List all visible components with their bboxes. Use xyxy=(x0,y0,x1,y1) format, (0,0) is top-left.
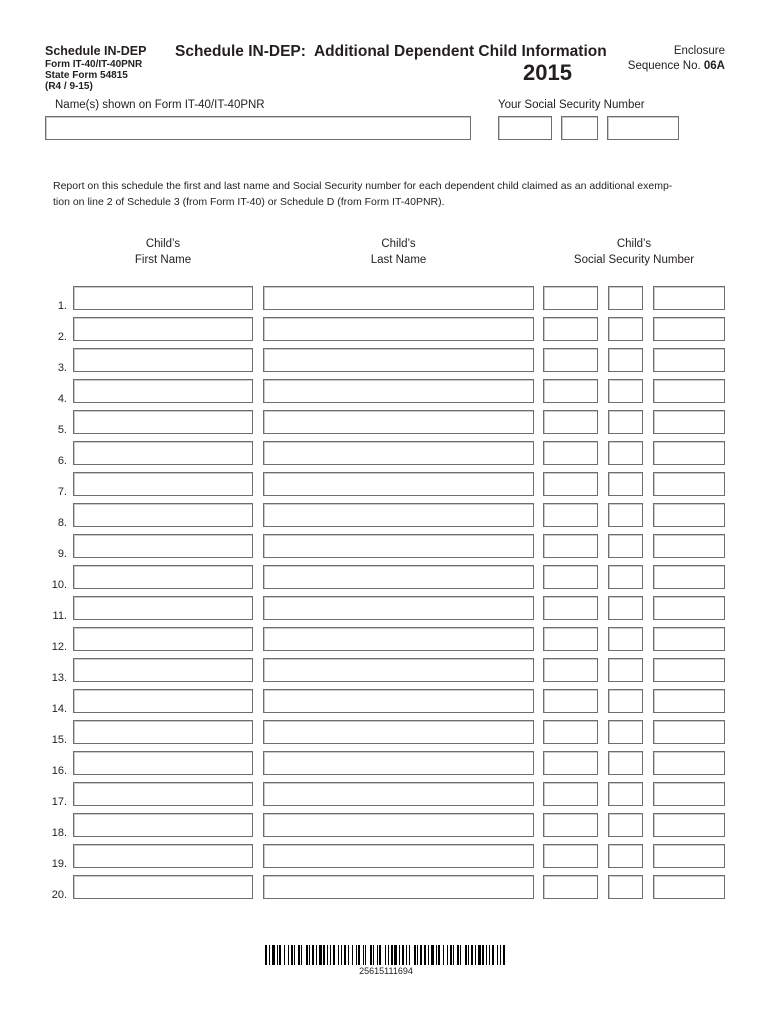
child-ssn-serial-field[interactable] xyxy=(653,627,725,651)
row-number: 18. xyxy=(51,827,67,839)
child-ssn-area-field[interactable] xyxy=(543,565,598,589)
taxpayer-ssn-serial[interactable] xyxy=(607,116,679,140)
barcode-bar xyxy=(402,945,404,965)
barcode-bar xyxy=(450,945,452,965)
barcode-bar xyxy=(385,945,386,965)
barcode-bar xyxy=(379,945,381,965)
child-ssn-serial-field[interactable] xyxy=(653,875,725,899)
barcode-bar xyxy=(316,945,317,965)
row-number: 11. xyxy=(52,610,67,622)
child-first-name-field[interactable] xyxy=(73,286,253,310)
barcode-bar xyxy=(309,945,310,965)
instructions-line-2: tion on line 2 of Schedule 3 (from Form IT-40) or Schedule D (from Form IT-40PNR). xyxy=(53,196,445,208)
column-last-name: Child’s Last Name xyxy=(370,238,427,266)
row-number: 1. xyxy=(57,300,67,312)
barcode-bar xyxy=(500,945,501,965)
child-ssn-group-field[interactable] xyxy=(608,844,643,868)
row-number: 14. xyxy=(51,703,67,715)
child-ssn-area-field[interactable] xyxy=(543,286,598,310)
barcode-bar xyxy=(348,945,349,965)
child-first-name-field[interactable] xyxy=(73,472,253,496)
child-ssn-serial-field[interactable] xyxy=(653,348,725,372)
barcode-bar xyxy=(269,945,270,965)
barcode-bar xyxy=(288,945,289,965)
barcode-bar xyxy=(377,945,378,965)
tax-year: 2015 xyxy=(523,60,572,85)
child-ssn-group-field[interactable] xyxy=(608,875,643,899)
child-last-name-field[interactable] xyxy=(263,751,534,775)
child-first-name-field[interactable] xyxy=(73,720,253,744)
child-last-name-field[interactable] xyxy=(263,875,534,899)
child-ssn-serial-field[interactable] xyxy=(653,503,725,527)
column-first-name: Child’s First Name xyxy=(134,238,192,266)
child-ssn-serial-field[interactable] xyxy=(653,286,725,310)
sequence-prefix: Sequence No. xyxy=(627,60,701,72)
child-ssn-group-field[interactable] xyxy=(608,472,643,496)
child-ssn-serial-field[interactable] xyxy=(653,317,725,341)
child-ssn-area-field[interactable] xyxy=(543,627,598,651)
child-last-name-field[interactable] xyxy=(263,286,534,310)
barcode-bar xyxy=(356,945,357,965)
barcode-bar xyxy=(399,945,400,965)
child-last-name-field[interactable] xyxy=(263,844,534,868)
child-last-name-field[interactable] xyxy=(263,782,534,806)
barcode-bar xyxy=(409,945,410,965)
sequence-number: 06A xyxy=(703,60,725,72)
taxpayer-ssn-area[interactable] xyxy=(498,116,552,140)
barcode-bar xyxy=(370,945,372,965)
child-ssn-serial-field[interactable] xyxy=(653,565,725,589)
child-ssn-serial-field[interactable] xyxy=(653,596,725,620)
child-ssn-area-field[interactable] xyxy=(543,596,598,620)
child-ssn-area-field[interactable] xyxy=(543,813,598,837)
child-ssn-area-field[interactable] xyxy=(543,689,598,713)
barcode-bar xyxy=(471,945,473,965)
child-ssn-group-field[interactable] xyxy=(608,658,643,682)
barcode-bar xyxy=(272,945,275,965)
barcode-bar xyxy=(333,945,335,965)
barcode-bar xyxy=(344,945,346,965)
barcode-bar xyxy=(438,945,440,965)
child-ssn-group-field[interactable] xyxy=(608,751,643,775)
child-ssn-group-field[interactable] xyxy=(608,565,643,589)
barcode-bar xyxy=(478,945,481,965)
child-first-name-field[interactable] xyxy=(73,379,253,403)
child-first-name-field[interactable] xyxy=(73,813,253,837)
barcode-bar xyxy=(265,945,267,965)
names-label: Name(s) shown on Form IT-40/IT-40PNR xyxy=(55,99,265,111)
child-ssn-area-field[interactable] xyxy=(543,317,598,341)
row-number: 13. xyxy=(51,672,67,684)
taxpayer-ssn-group[interactable] xyxy=(561,116,598,140)
barcode-bar xyxy=(443,945,444,965)
child-ssn-serial-field[interactable] xyxy=(653,379,725,403)
barcode-bar xyxy=(468,945,469,965)
barcode-bar xyxy=(363,945,364,965)
barcode-bar xyxy=(365,945,366,965)
row-number: 3. xyxy=(57,362,67,374)
child-ssn-serial-field[interactable] xyxy=(653,534,725,558)
barcode-number: 25615111694 xyxy=(359,966,413,976)
barcode-bar xyxy=(338,945,339,965)
child-ssn-group-field[interactable] xyxy=(608,689,643,713)
barcode-bar xyxy=(457,945,459,965)
child-ssn-serial-field[interactable] xyxy=(653,751,725,775)
row-number: 17. xyxy=(51,796,67,808)
child-ssn-area-field[interactable] xyxy=(543,410,598,434)
child-first-name-field[interactable] xyxy=(73,534,253,558)
barcode-bar xyxy=(465,945,467,965)
barcode-bar xyxy=(323,945,325,965)
barcode-bar xyxy=(486,945,487,965)
child-ssn-area-field[interactable] xyxy=(543,348,598,372)
child-ssn-serial-field[interactable] xyxy=(653,472,725,496)
child-ssn-group-field[interactable] xyxy=(608,317,643,341)
barcode-bar xyxy=(327,945,328,965)
row-number: 7. xyxy=(57,486,67,498)
child-ssn-area-field[interactable] xyxy=(543,782,598,806)
child-first-name-field[interactable] xyxy=(73,658,253,682)
instructions xyxy=(53,178,672,210)
child-last-name-field[interactable] xyxy=(263,441,534,465)
barcode-bar xyxy=(414,945,416,965)
row-number: 6. xyxy=(57,455,67,467)
child-ssn-area-field[interactable] xyxy=(543,379,598,403)
child-ssn-serial-field[interactable] xyxy=(653,441,725,465)
child-last-name-field[interactable] xyxy=(263,410,534,434)
state-form-number: State Form 54815 xyxy=(45,70,128,81)
barcode-bar xyxy=(330,945,331,965)
barcode-bar xyxy=(424,945,426,965)
child-first-name-field[interactable] xyxy=(73,751,253,775)
enclosure-block xyxy=(600,44,725,74)
child-ssn-group-field[interactable] xyxy=(608,596,643,620)
child-ssn-group-field[interactable] xyxy=(608,813,643,837)
child-first-name-field[interactable] xyxy=(73,875,253,899)
taxpayer-name-field[interactable] xyxy=(45,116,471,140)
barcode-bar xyxy=(298,945,300,965)
barcode-bar xyxy=(431,945,434,965)
child-ssn-serial-field[interactable] xyxy=(653,689,725,713)
child-last-name-field[interactable] xyxy=(263,503,534,527)
child-ssn-area-field[interactable] xyxy=(543,844,598,868)
barcode-bar xyxy=(436,945,437,965)
row-number: 10. xyxy=(51,579,67,591)
barcode-bar xyxy=(373,945,374,965)
page-title: Schedule IN-DEP: Additional Dependent Child Information xyxy=(175,43,607,60)
child-ssn-serial-field[interactable] xyxy=(653,720,725,744)
child-ssn-group-field[interactable] xyxy=(608,503,643,527)
barcode-image xyxy=(265,945,507,965)
child-ssn-group-field[interactable] xyxy=(608,441,643,465)
revision-date: (R4 / 9-15) xyxy=(45,81,93,92)
barcode-bar xyxy=(417,945,418,965)
child-first-name-field[interactable] xyxy=(73,689,253,713)
child-last-name-field[interactable] xyxy=(263,348,534,372)
row-number: 20. xyxy=(51,889,67,901)
sequence-line xyxy=(600,59,725,74)
form-line: Form IT-40/IT-40PNR xyxy=(45,59,143,70)
barcode-bar xyxy=(503,945,505,965)
child-ssn-group-field[interactable] xyxy=(608,348,643,372)
row-number: 8. xyxy=(57,517,67,529)
child-ssn-area-field[interactable] xyxy=(543,441,598,465)
child-ssn-area-field[interactable] xyxy=(543,751,598,775)
barcode-bar xyxy=(291,945,293,965)
child-ssn-area-field[interactable] xyxy=(543,472,598,496)
row-number: 16. xyxy=(51,765,67,777)
barcode-bar xyxy=(277,945,278,965)
barcode-bar xyxy=(358,945,360,965)
row-number: 5. xyxy=(57,424,67,436)
child-first-name-field[interactable] xyxy=(73,348,253,372)
child-ssn-group-field[interactable] xyxy=(608,627,643,651)
barcode-bar xyxy=(341,945,342,965)
child-ssn-group-field[interactable] xyxy=(608,379,643,403)
barcode-bar xyxy=(306,945,308,965)
barcode-bar xyxy=(391,945,393,965)
row-number: 2. xyxy=(57,331,67,343)
child-ssn-group-field[interactable] xyxy=(608,534,643,558)
child-ssn-group-field[interactable] xyxy=(608,782,643,806)
child-last-name-field[interactable] xyxy=(263,720,534,744)
child-ssn-serial-field[interactable] xyxy=(653,410,725,434)
barcode-bar xyxy=(388,945,389,965)
child-first-name-field[interactable] xyxy=(73,410,253,434)
barcode-bar xyxy=(497,945,498,965)
child-last-name-field[interactable] xyxy=(263,379,534,403)
barcode-bar xyxy=(406,945,407,965)
child-last-name-field[interactable] xyxy=(263,689,534,713)
child-ssn-group-field[interactable] xyxy=(608,286,643,310)
child-first-name-field[interactable] xyxy=(73,782,253,806)
barcode-bar xyxy=(460,945,461,965)
schedule-id: Schedule IN-DEP xyxy=(45,44,147,58)
barcode-bar xyxy=(312,945,314,965)
child-ssn-area-field[interactable] xyxy=(543,875,598,899)
child-ssn-area-field[interactable] xyxy=(543,658,598,682)
barcode-bar xyxy=(319,945,322,965)
child-first-name-field[interactable] xyxy=(73,441,253,465)
ssn-label: Your Social Security Number xyxy=(498,99,645,111)
child-first-name-field[interactable] xyxy=(73,503,253,527)
form-id-block xyxy=(45,44,146,92)
child-first-name-field[interactable] xyxy=(73,627,253,651)
barcode-bar xyxy=(428,945,429,965)
barcode-bar xyxy=(447,945,448,965)
barcode-bar xyxy=(482,945,484,965)
child-last-name-field[interactable] xyxy=(263,534,534,558)
barcode-bar xyxy=(489,945,490,965)
instructions-line-1: Report on this schedule the first and last name and Social Security number for each dependent child claimed as an additional exemp- xyxy=(53,180,673,192)
child-ssn-serial-field[interactable] xyxy=(653,782,725,806)
child-last-name-field[interactable] xyxy=(263,813,534,837)
child-ssn-serial-field[interactable] xyxy=(653,658,725,682)
child-ssn-group-field[interactable] xyxy=(608,410,643,434)
child-first-name-field[interactable] xyxy=(73,317,253,341)
barcode-bar xyxy=(301,945,302,965)
barcode-bar xyxy=(475,945,476,965)
child-first-name-field[interactable] xyxy=(73,596,253,620)
barcode-bar xyxy=(352,945,353,965)
child-ssn-group-field[interactable] xyxy=(608,720,643,744)
child-last-name-field[interactable] xyxy=(263,596,534,620)
row-number: 15. xyxy=(51,734,67,746)
child-first-name-field[interactable] xyxy=(73,844,253,868)
column-ssn: Child’s Social Security Number xyxy=(573,238,695,266)
child-ssn-serial-field[interactable] xyxy=(653,844,725,868)
barcode-bar xyxy=(284,945,285,965)
child-ssn-area-field[interactable] xyxy=(543,503,598,527)
row-number: 9. xyxy=(57,548,67,560)
child-ssn-area-field[interactable] xyxy=(543,720,598,744)
child-last-name-field[interactable] xyxy=(263,627,534,651)
row-number: 4. xyxy=(57,393,67,405)
child-first-name-field[interactable] xyxy=(73,565,253,589)
barcode-bar xyxy=(492,945,494,965)
child-last-name-field[interactable] xyxy=(263,472,534,496)
barcode-bar xyxy=(453,945,454,965)
child-last-name-field[interactable] xyxy=(263,658,534,682)
barcode-bar xyxy=(394,945,397,965)
child-last-name-field[interactable] xyxy=(263,317,534,341)
child-ssn-serial-field[interactable] xyxy=(653,813,725,837)
child-ssn-area-field[interactable] xyxy=(543,534,598,558)
row-number: 12. xyxy=(51,641,67,653)
barcode-bar xyxy=(420,945,422,965)
child-last-name-field[interactable] xyxy=(263,565,534,589)
barcode-bar xyxy=(279,945,281,965)
enclosure-label: Enclosure xyxy=(673,45,725,57)
barcode-bar xyxy=(294,945,295,965)
row-number: 19. xyxy=(51,858,67,870)
